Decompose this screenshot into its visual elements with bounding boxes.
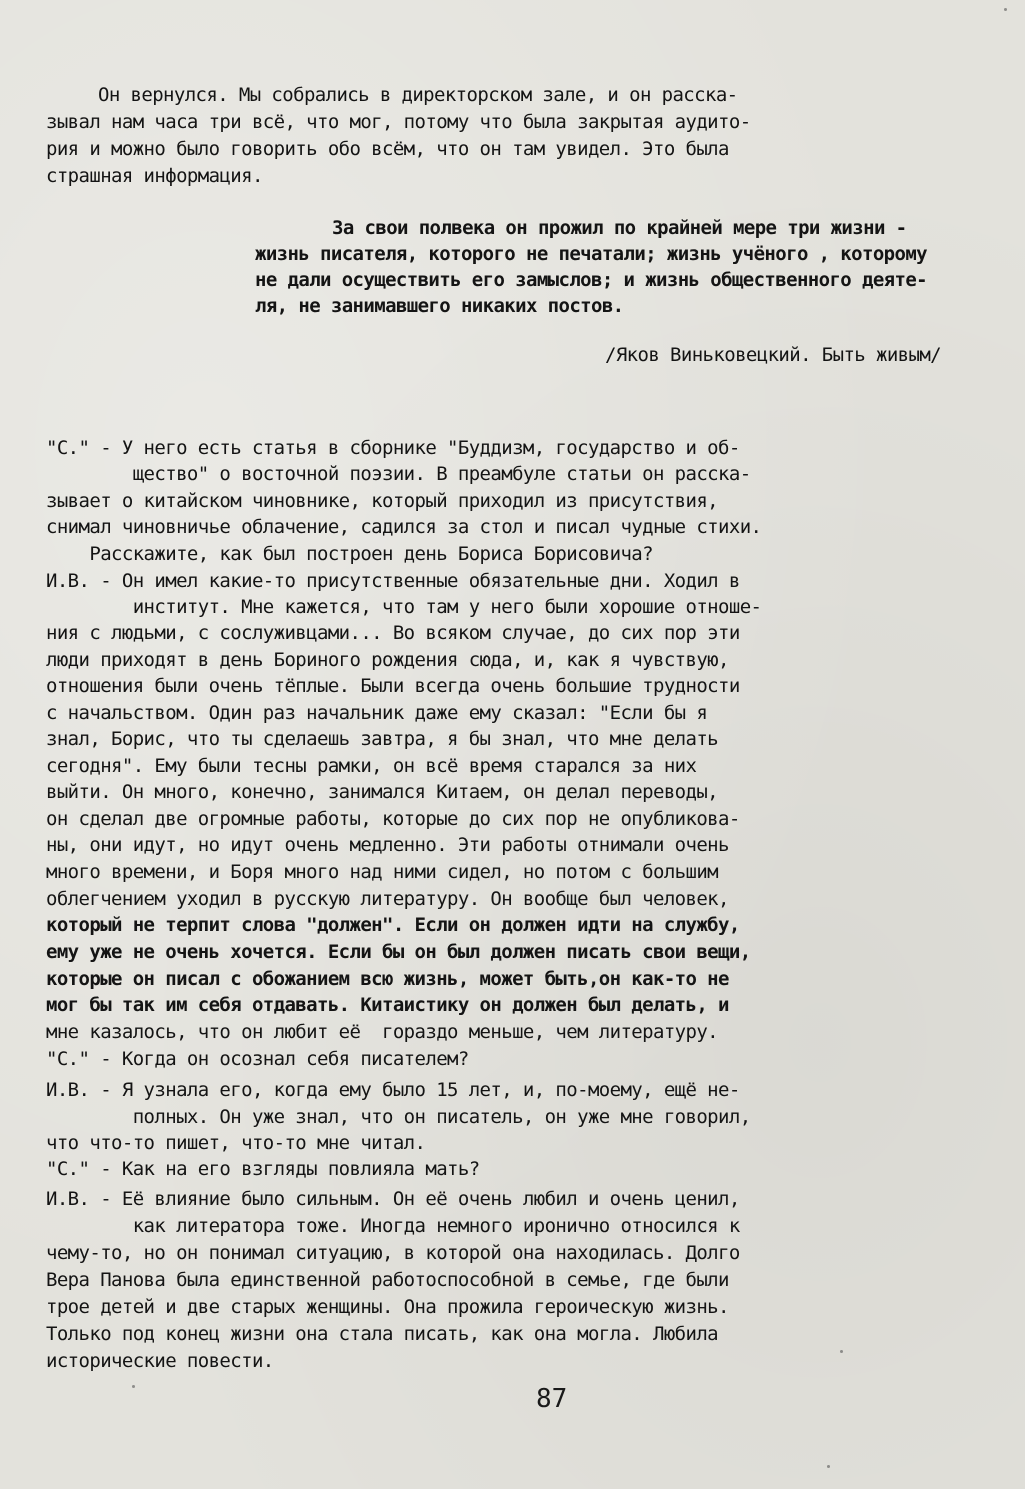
dialogue-line: ния с людьми, с сослуживцами... Во всяком случае, до сих пор эти	[46, 622, 740, 644]
epigraph-line: не дали осуществить его замыслов; и жизнь общественного деяте-	[255, 269, 928, 291]
paragraph-line: Он вернулся. Мы собрались в директорском зале, и он расска-	[98, 84, 738, 106]
dialogue-line: знал, Борис, что ты сделаешь завтра, я бы знал, что мне делать	[46, 728, 719, 750]
dialogue-line: И.В. - Её влияние было сильным. Он её очень любил и очень ценил,	[46, 1188, 740, 1210]
dialogue-line: он сделал две огромные работы, которые до сих пор не опубликова-	[46, 808, 740, 830]
paragraph-line: страшная информация.	[46, 165, 263, 187]
paper-speck	[827, 1465, 830, 1468]
dialogue-line: много времени, и Боря много над ними сидел, но потом с большим	[46, 861, 719, 883]
paper-speck	[840, 1350, 843, 1353]
paragraph-line: рия и можно было говорить обо всём, что он там увидел. Это была	[46, 138, 729, 160]
dialogue-line: Расскажите, как был построен день Бориса Борисовича?	[46, 543, 653, 565]
dialogue-line: с начальством. Один раз начальник даже ему сказал: "Если бы я	[46, 702, 708, 724]
dialogue-line: снимал чиновничье облачение, садился за стол и писал чудные стихи.	[46, 516, 762, 538]
paper-speck	[132, 1385, 135, 1388]
dialogue-line: мог бы так им себя отдавать. Китаистику он должен был делать, и	[46, 994, 729, 1016]
dialogue-line: отношения были очень тёплые. Были всегда очень большие трудности	[46, 675, 740, 697]
dialogue-line: чему-то, но он понимал ситуацию, в которой она находилась. Долго	[46, 1242, 740, 1264]
epigraph-line: За свои полвека он прожил по крайней мере три жизни -	[332, 217, 907, 239]
dialogue-line: И.В. - Я узнала его, когда ему было 15 лет, и, по-моему, ещё не-	[46, 1079, 740, 1101]
dialogue-line: Вера Панова была единственной работоспособной в семье, где были	[46, 1269, 729, 1291]
dialogue-line: выйти. Он много, конечно, занимался Китаем, он делал переводы,	[46, 781, 719, 803]
dialogue-line: сегодня". Ему были тесны рамки, он всё время старался за них	[46, 755, 697, 777]
dialogue-line: зывает о китайском чиновнике, который приходил из присутствия,	[46, 490, 719, 512]
dialogue-line: ны, они идут, но идут очень медленно. Эти работы отнимали очень	[46, 834, 729, 856]
dialogue-line: Только под конец жизни она стала писать, как она могла. Любила	[46, 1323, 719, 1345]
epigraph-line: жизнь писателя, которого не печатали; жизнь учёного , которому	[255, 243, 928, 265]
dialogue-line: трое детей и две старых женщины. Она прожила героическую жизнь.	[46, 1296, 729, 1318]
dialogue-line: "С." - Как на его взгляды повлияла мать?	[46, 1158, 480, 1180]
dialogue-line: "С." - Когда он осознал себя писателем?	[46, 1048, 469, 1070]
dialogue-line: полных. Он уже знал, что он писатель, он уже мне говорил,	[46, 1106, 751, 1128]
paper-speck	[1004, 8, 1007, 11]
dialogue-line: И.В. - Он имел какие-то присутственные обязательные дни. Ходил в	[46, 570, 740, 592]
epigraph-source: /Яков Виньковецкий. Быть живым/	[605, 344, 942, 366]
dialogue-line: институт. Мне кажется, что там у него были хорошие отноше-	[46, 596, 762, 618]
dialogue-line: люди приходят в день Бориного рождения сюда, и, как я чувствую,	[46, 649, 729, 671]
dialogue-line: мне казалось, что он любит её гораздо меньше, чем литературу.	[46, 1021, 719, 1043]
dialogue-line: "С." - У него есть статья в сборнике "Буддизм, государство и об-	[46, 437, 740, 459]
dialogue-line: ему уже не очень хочется. Если бы он был должен писать свои вещи,	[46, 941, 751, 963]
dialogue-line: облегчением уходил в русскую литературу. Он вообще был человек,	[46, 888, 729, 910]
dialogue-line: что что-то пишет, что-то мне читал.	[46, 1132, 426, 1154]
paragraph-line: зывал нам часа три всё, что мог, потому что была закрытая аудито-	[46, 111, 751, 133]
epigraph-line: ля, не занимавшего никаких постов.	[255, 295, 624, 317]
dialogue-line: исторические повести.	[46, 1350, 274, 1372]
dialogue-line: который не терпит слова "должен". Если он должен идти на службу,	[46, 914, 740, 936]
dialogue-line: которые он писал с обожанием всю жизнь, может быть,он как-то не	[46, 968, 729, 990]
page-number: 87	[536, 1384, 568, 1414]
dialogue-line: как литератора тоже. Иногда немного иронично относился к	[46, 1215, 740, 1237]
dialogue-line: щество" о восточной поэзии. В преамбуле статьи он расска-	[46, 463, 751, 485]
